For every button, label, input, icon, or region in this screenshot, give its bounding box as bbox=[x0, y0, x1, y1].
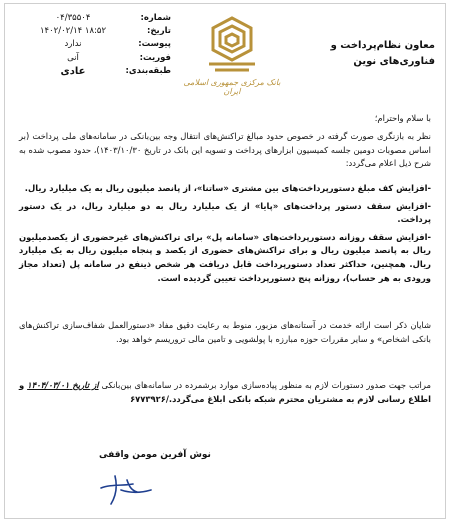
list-item: -افزایش کف مبلغ دستورپرداخت‌های بین مشتری «ساتنا»، از پانصد میلیون ریال به یک میلیارد ریال. bbox=[24, 183, 431, 193]
central-bank-logo bbox=[177, 14, 287, 94]
closing-text: مراتب جهت صدور دستورات لازم به منظور پیاده‌سازی موارد برشمرده در سامانه‌های بین‌بانکی bbox=[101, 380, 431, 390]
compliance-paragraph: شایان ذکر است ارائه خدمت در آستانه‌های مزبور، منوط به رعایت دقیق مفاد «دستورالعمل شفاف‌سازی تراکنش‌های بانکی اشخاص» و سایر مقررات حوزه مبارزه با پولشویی و تامین مالی تروریسم خواهد بود. bbox=[19, 320, 431, 344]
meta-row-urgency bbox=[11, 52, 171, 65]
meta-row-number bbox=[11, 12, 171, 25]
meta-label: شماره: bbox=[140, 13, 171, 23]
department-title-line: معاون نظام‌پرداخت و bbox=[330, 40, 435, 51]
meta-label: فوریت: bbox=[139, 52, 171, 63]
intro-paragraph: نظر به بازنگری صورت گرفته در خصوص حدود مبالغ تراکنش‌های انتقال وجه بین‌بانکی در سامانه‌های ملی پرداخت (بر اساس مصوبات دومین جلسه کمیسیون ابزارهای پرداخت و تسویه این بانک در تاریخ ۱۴۰۳/۱۰/۳۰)، حدود مصوب شده به شرح ذیل اعلام می‌گردد: bbox=[19, 131, 431, 169]
meta-value: عادی bbox=[60, 65, 86, 77]
signature-icon bbox=[97, 470, 157, 510]
items-list bbox=[19, 182, 431, 285]
effective-date: از تاریخ ۱۴۰۴/۰۳/۰۱ bbox=[27, 380, 99, 390]
meta-row-date bbox=[11, 25, 171, 38]
letter-meta bbox=[11, 12, 171, 78]
department-title-line: فناوری‌های نوین bbox=[353, 56, 435, 67]
meta-label: پیوست: bbox=[138, 39, 171, 50]
closing-text: و اطلاع رسانی لازم به مشتریان محترم شبکه بانکی ابلاغ می‌گردد./۶۷۷۳۹۲۶ bbox=[19, 380, 431, 404]
meta-row-classification bbox=[11, 65, 171, 78]
meta-label: تاریخ: bbox=[147, 26, 171, 37]
meta-value: ۱۴۰۲/۰۲/۱۴ ۱۸:۵۲ bbox=[39, 26, 107, 37]
meta-value: ۰۴/۳۵۵۰۴ bbox=[55, 13, 91, 23]
letter-page bbox=[4, 3, 446, 519]
closing-paragraph bbox=[19, 379, 431, 406]
signer-name: نوش آفرین مومن واقفی bbox=[99, 450, 211, 460]
department-title bbox=[315, 38, 435, 70]
meta-value: ندارد bbox=[64, 39, 82, 50]
list-item: -افزایش سقف روزانه دستورپرداخت‌های «سامانه پل» برای تراکنش‌های غیرحضوری از یکصدمیلیون ریال به پانصد میلیون ریال و برای تراکنش‌های حضوری از یکصد و پنجاه میلیون ریال به یک میلیارد ریال. همچنین، حداکثر تعداد دستورپرداخت قابل دریافت هر شخص ذینفع در سامانه پل (تعداد مجاز ورودی به هر حساب)، روزانه پنج دستورپرداخت تعیین گردیده است. bbox=[19, 231, 431, 283]
logo-caption: بانک مرکزی جمهوری اسلامی ایران bbox=[183, 78, 281, 96]
list-item: -افزایش سقف دستور پرداخت‌های «پایا» از یک میلیارد ریال به دو میلیارد ریال، در یک دستور پرداخت. bbox=[19, 200, 431, 225]
meta-row-attachment bbox=[11, 38, 171, 51]
meta-label: طبقه‌بندی: bbox=[125, 65, 171, 76]
meta-value: آنی bbox=[67, 52, 79, 63]
central-bank-emblem-icon bbox=[205, 14, 259, 74]
greeting: با سلام واحترام؛ bbox=[374, 113, 431, 123]
